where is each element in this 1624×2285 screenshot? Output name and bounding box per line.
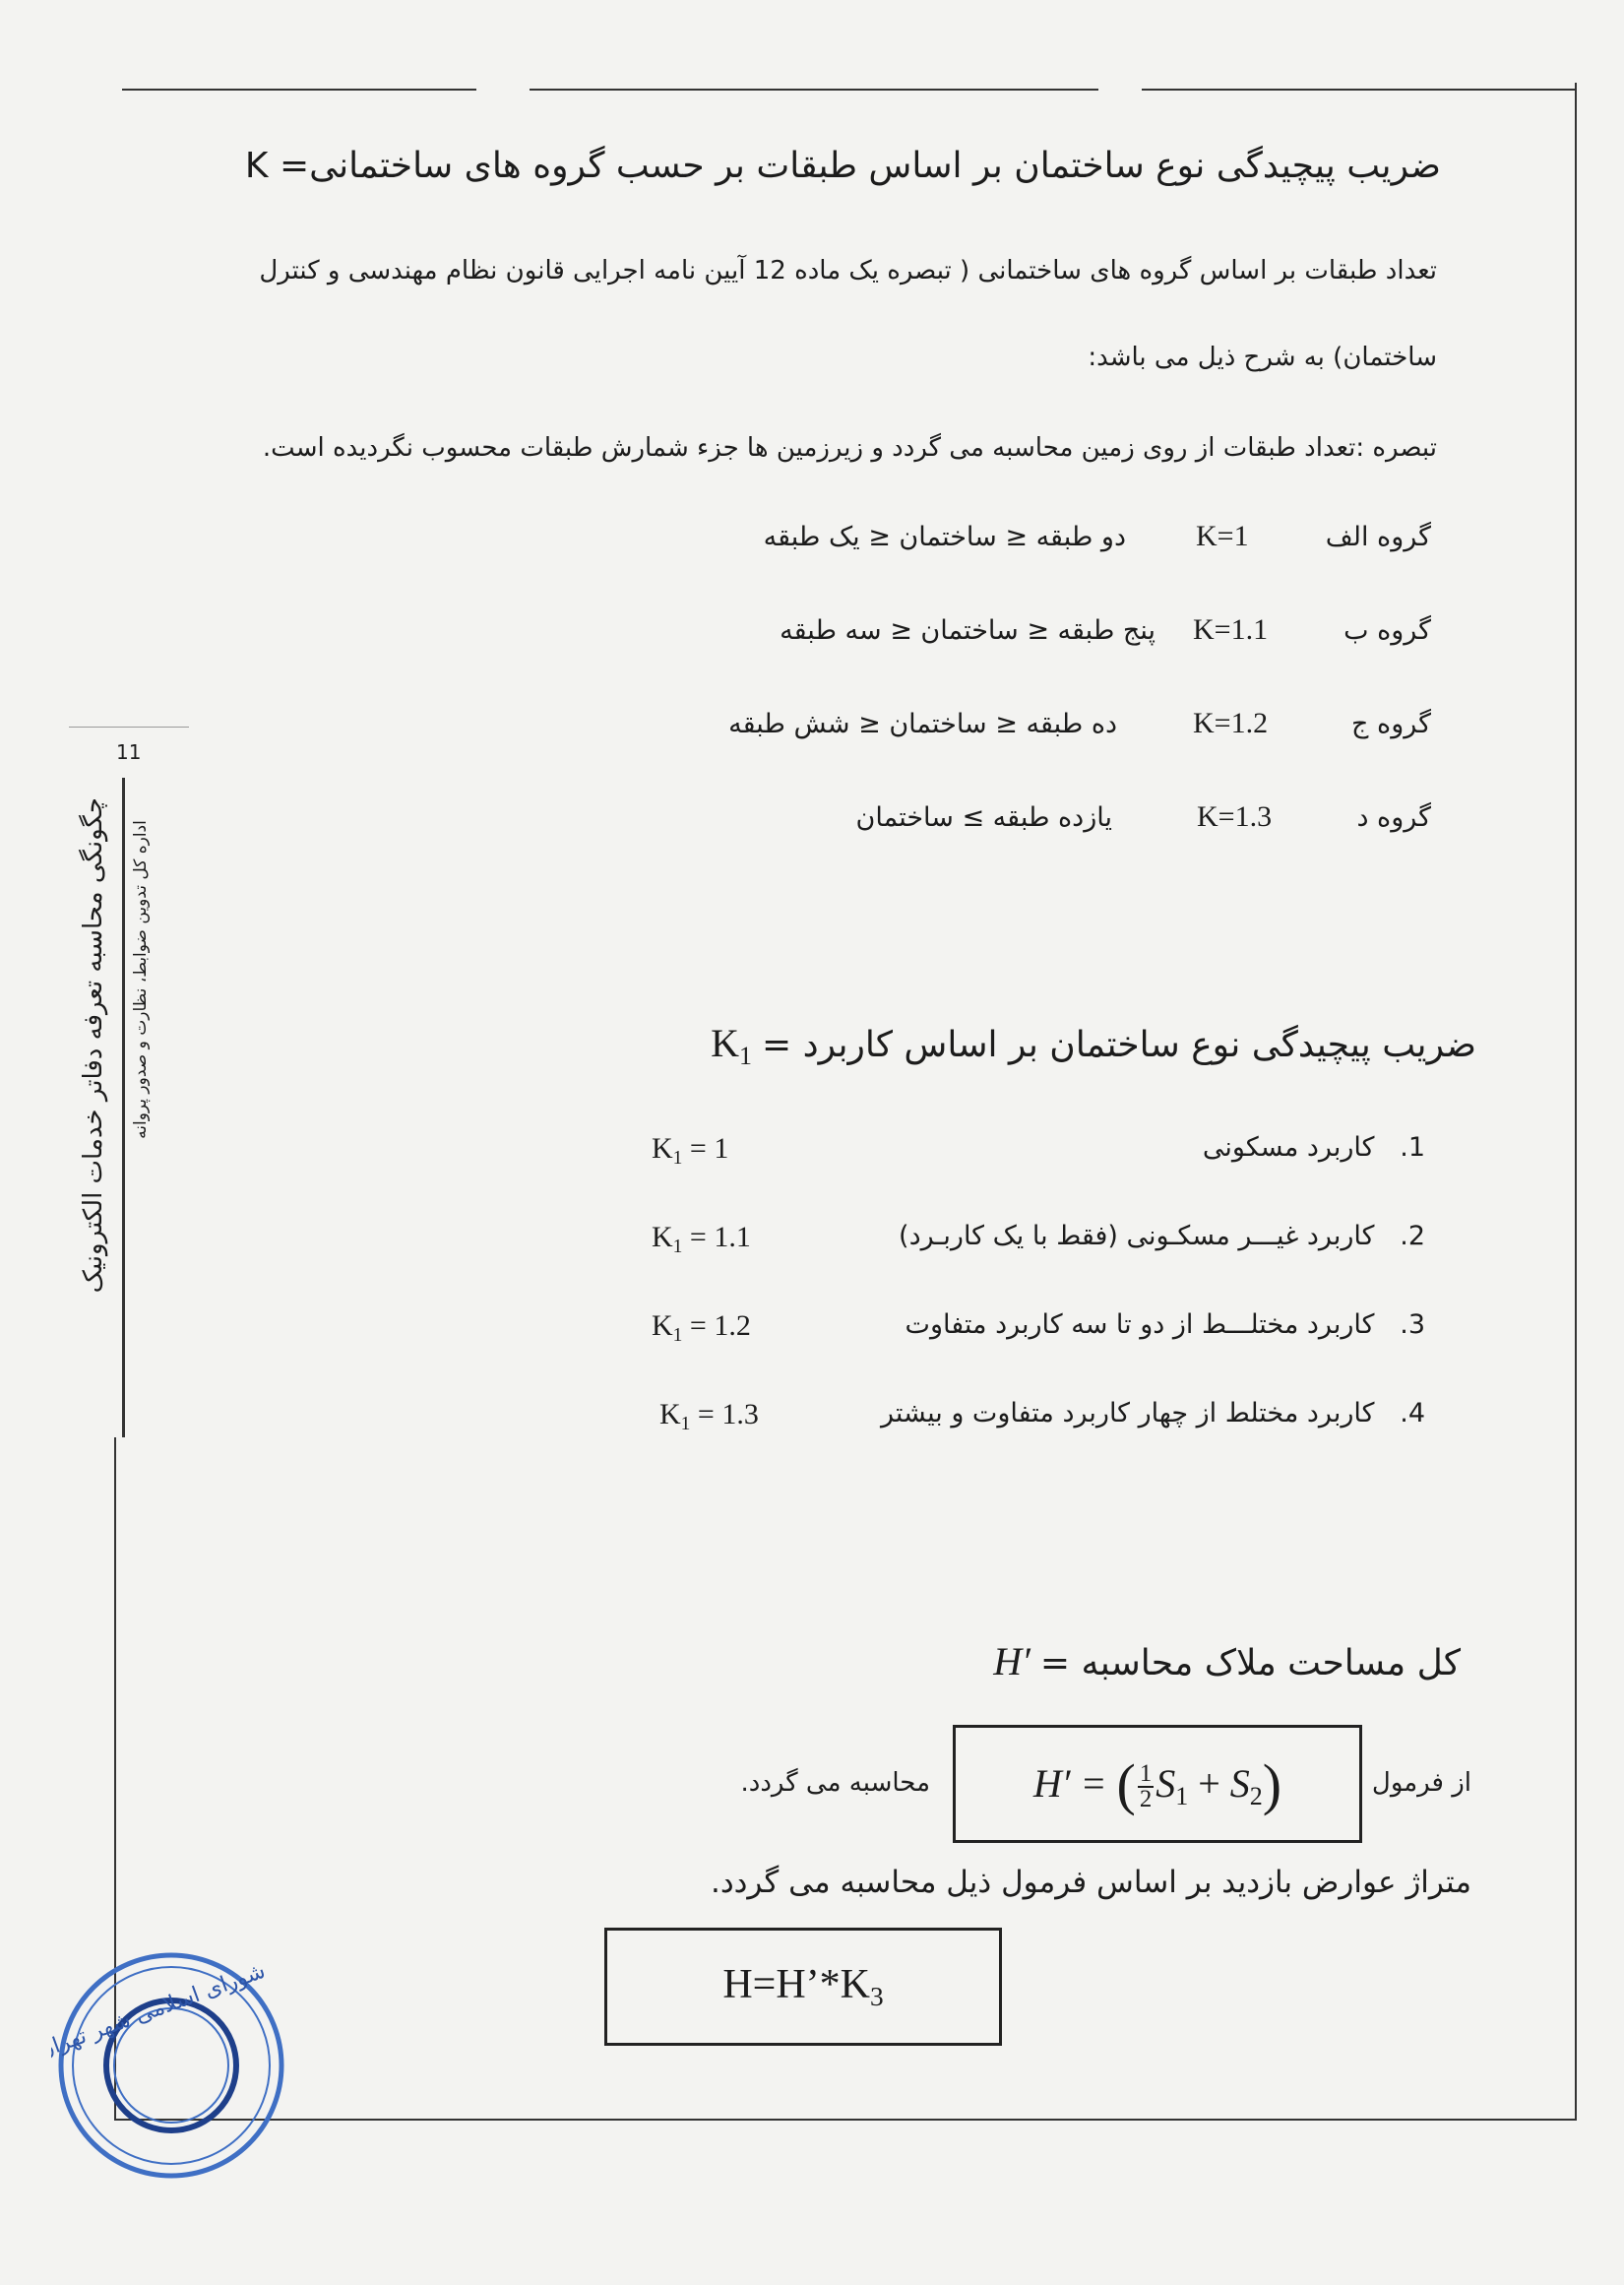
top-rule-right [1142,89,1575,91]
usage-item: 3. کاربرد مختلـــط از دو تا سه کاربرد متفاوت [905,1309,1425,1340]
svg-text:شورای اسلامی شهر تهران: شورای اسلامی شهر تهران [51,1958,269,2064]
area-formula: H′ = ( $\frac{1}{2}$ $S_1 + S_2$) [1032,1751,1282,1816]
usage-k-value: $K_1 = 1.1$ [652,1221,751,1257]
usage-k-value: $K_1 = 1$ [652,1132,729,1169]
official-stamp [51,1945,291,2186]
group-label: گروه الف [1325,522,1431,552]
usage-k-value: $K_1 = 1.2$ [652,1309,751,1346]
side-rule [122,778,125,1437]
formula-suffix: محاسبه می گردد. [740,1768,930,1798]
section2-title-symbol: $K_1$ [711,1021,752,1070]
group-condition: پنج طبقه ≤ ساختمان ≤ سه طبقه [780,615,1156,646]
usage-item: 4. کاربرد مختلط از چهار کاربرد متفاوت و بیشتر [880,1398,1425,1428]
side-divider [69,727,189,728]
group-condition: دو طبقه ≤ ساختمان ≤ یک طبقه [763,522,1126,552]
page-frame-bottom [114,2119,1577,2121]
group-label: گروه ج [1351,709,1431,739]
group-k-value: K=1 [1196,520,1249,552]
group-condition: ده طبقه ≤ ساختمان ≤ شش طبقه [728,709,1117,739]
section1-paragraph-line1: تعداد طبقات بر اساس گروه های ساختمانی ( تبصره یک ماده 12 آیین نامه اجرایی قانون نظام مهندسی و کنترل [259,256,1437,286]
group-label: گروه د [1356,802,1431,833]
group-label: گروه ب [1343,615,1431,646]
stamp-seal [51,1945,291,2186]
area-formula-box [953,1725,1362,1843]
top-rule-left [122,89,476,91]
section3-title-symbol: H′ [993,1639,1031,1683]
page-frame-right [1575,83,1577,2119]
group-k-value: K=1.1 [1193,613,1269,646]
side-title: چگونگی محاسبه تعرفه دفاتر خدمات الکترونیک [79,797,108,1294]
section1-title: ضریب پیچیدگی نوع ساختمان بر اساس طبقات بر حسب گروه های ساختمانی= K [244,146,1441,186]
section3-title [993,1638,1461,1684]
side-subtitle: اداره کل تدوین ضوابط، نظارت و صدور پروانه [131,820,151,1139]
top-rule-middle [530,89,1098,91]
group-k-value: K=1.2 [1193,707,1269,739]
final-formula-box [604,1928,1002,2046]
group-condition: یازده طبقه ≥ ساختمان [855,802,1112,833]
usage-k-value: $K_1 = 1.3$ [659,1398,759,1434]
visit-fee-note: متراژ عوارض بازدید بر اساس فرمول ذیل محاسبه می گردد. [710,1865,1471,1900]
section3-title-text: کل مساحت ملاک محاسبه = [1039,1643,1461,1683]
final-formula: $H=H’*K_3$ [722,1961,884,2012]
page-number: 11 [116,740,142,764]
section2-title-text: ضریب پیچیدگی نوع ساختمان بر اساس کاربرد = [761,1025,1476,1065]
group-k-value: K=1.3 [1197,800,1273,833]
section2-title [711,1020,1476,1071]
section1-note: تبصره :تعداد طبقات از روی زمین محاسبه می گردد و زیرزمین ها جزء شمارش طبقات محسوب نگردیده است. [262,433,1437,463]
usage-item: 1. کاربرد مسکونی [1202,1132,1425,1163]
section1-paragraph-line2: ساختمان) به شرح ذیل می باشد: [1088,343,1437,372]
formula-prefix: از فرمول [1371,1768,1471,1798]
usage-item: 2. کاربرد غیـــر مسکـونی (فقط با یک کاربـرد) [899,1221,1425,1251]
